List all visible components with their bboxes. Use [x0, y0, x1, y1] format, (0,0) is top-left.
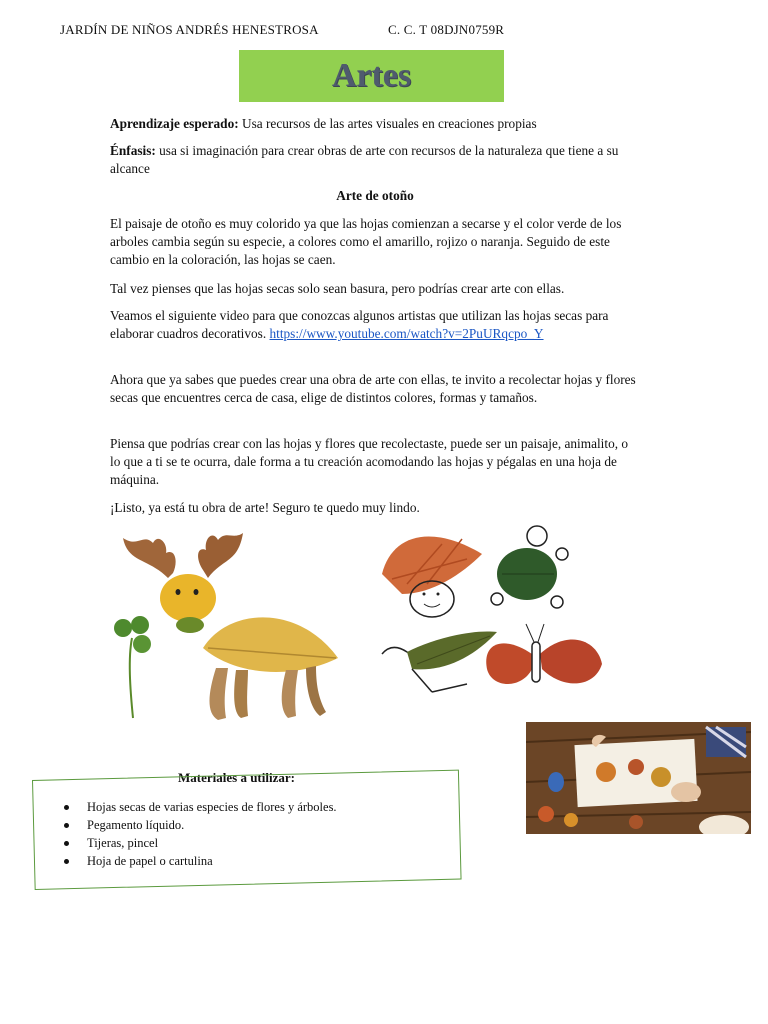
paragraph-trash: Tal vez pienses que las hojas secas solo sean basura, pero podrías crear arte con ellas. — [110, 281, 565, 296]
paragraph-collect: Ahora que ya sabes que puedes crear una obra de arte con ellas, te invito a recolectar hojas y flores secas que encuentres cerca de casa, elige de distintos colores, formas y tamaños. — [110, 372, 636, 405]
aprendizaje-paragraph — [110, 115, 640, 133]
school-code: C. C. T 08DJN0759R — [388, 22, 505, 37]
aprendizaje-text: Usa recursos de las artes visuales en creaciones propias — [238, 116, 537, 131]
aprendizaje-label: Aprendizaje esperado: — [110, 116, 239, 131]
title-banner — [239, 50, 504, 102]
subtitle — [110, 187, 640, 205]
kids-leaf-art-photo — [526, 722, 751, 834]
paragraph-autumn: El paisaje de otoño es muy colorido ya que las hojas comienzan a secarse y el color verde de los arboles cambia según su especie, a colores como el amarillo, rojizo o naranja. Seguido de este cambio en la coloración, las hojas se caen. — [110, 216, 622, 267]
materials-title: Materiales a utilizar: — [178, 770, 295, 785]
enfasis-text: usa si imaginación para crear obras de arte con recursos de la naturaleza que tiene a su alcance — [110, 143, 619, 176]
list-item: Hoja de papel o cartulina — [62, 852, 337, 870]
subtitle-text: Arte de otoño — [336, 188, 414, 203]
leaf-animals-image — [372, 524, 608, 720]
list-item: Pegamento líquido. — [62, 816, 337, 834]
paragraph-video — [110, 307, 640, 343]
school-name: JARDÍN DE NIÑOS ANDRÉS HENESTROSA — [60, 22, 319, 37]
list-item: Tijeras, pincel — [62, 834, 337, 852]
paragraph-done: ¡Listo, ya está tu obra de arte! Seguro te quedo muy lindo. — [110, 500, 420, 515]
enfasis-label: Énfasis: — [110, 143, 156, 158]
enfasis-paragraph — [110, 142, 640, 178]
materials-list — [62, 798, 337, 870]
page-title: Artes — [331, 57, 412, 94]
list-item: Hojas secas de varias especies de flores y árboles. — [62, 798, 337, 816]
video-link[interactable]: https://www.youtube.com/watch?v=2PuURqcpo_Y — [269, 326, 544, 341]
video-text: Veamos el siguiente video para que conozcas algunos artistas que utilizan las hojas secas para elaborar cuadros decorativos. — [110, 308, 609, 341]
paragraph-create: Piensa que podrías crear con las hojas y flores que recolectaste, puede ser un paisaje, animalito, o lo que a ti se te ocurra, dale forma a tu creación acomodando las hojas y pégalas en una hoja de máquina. — [110, 436, 629, 487]
leaf-moose-image — [108, 528, 344, 724]
